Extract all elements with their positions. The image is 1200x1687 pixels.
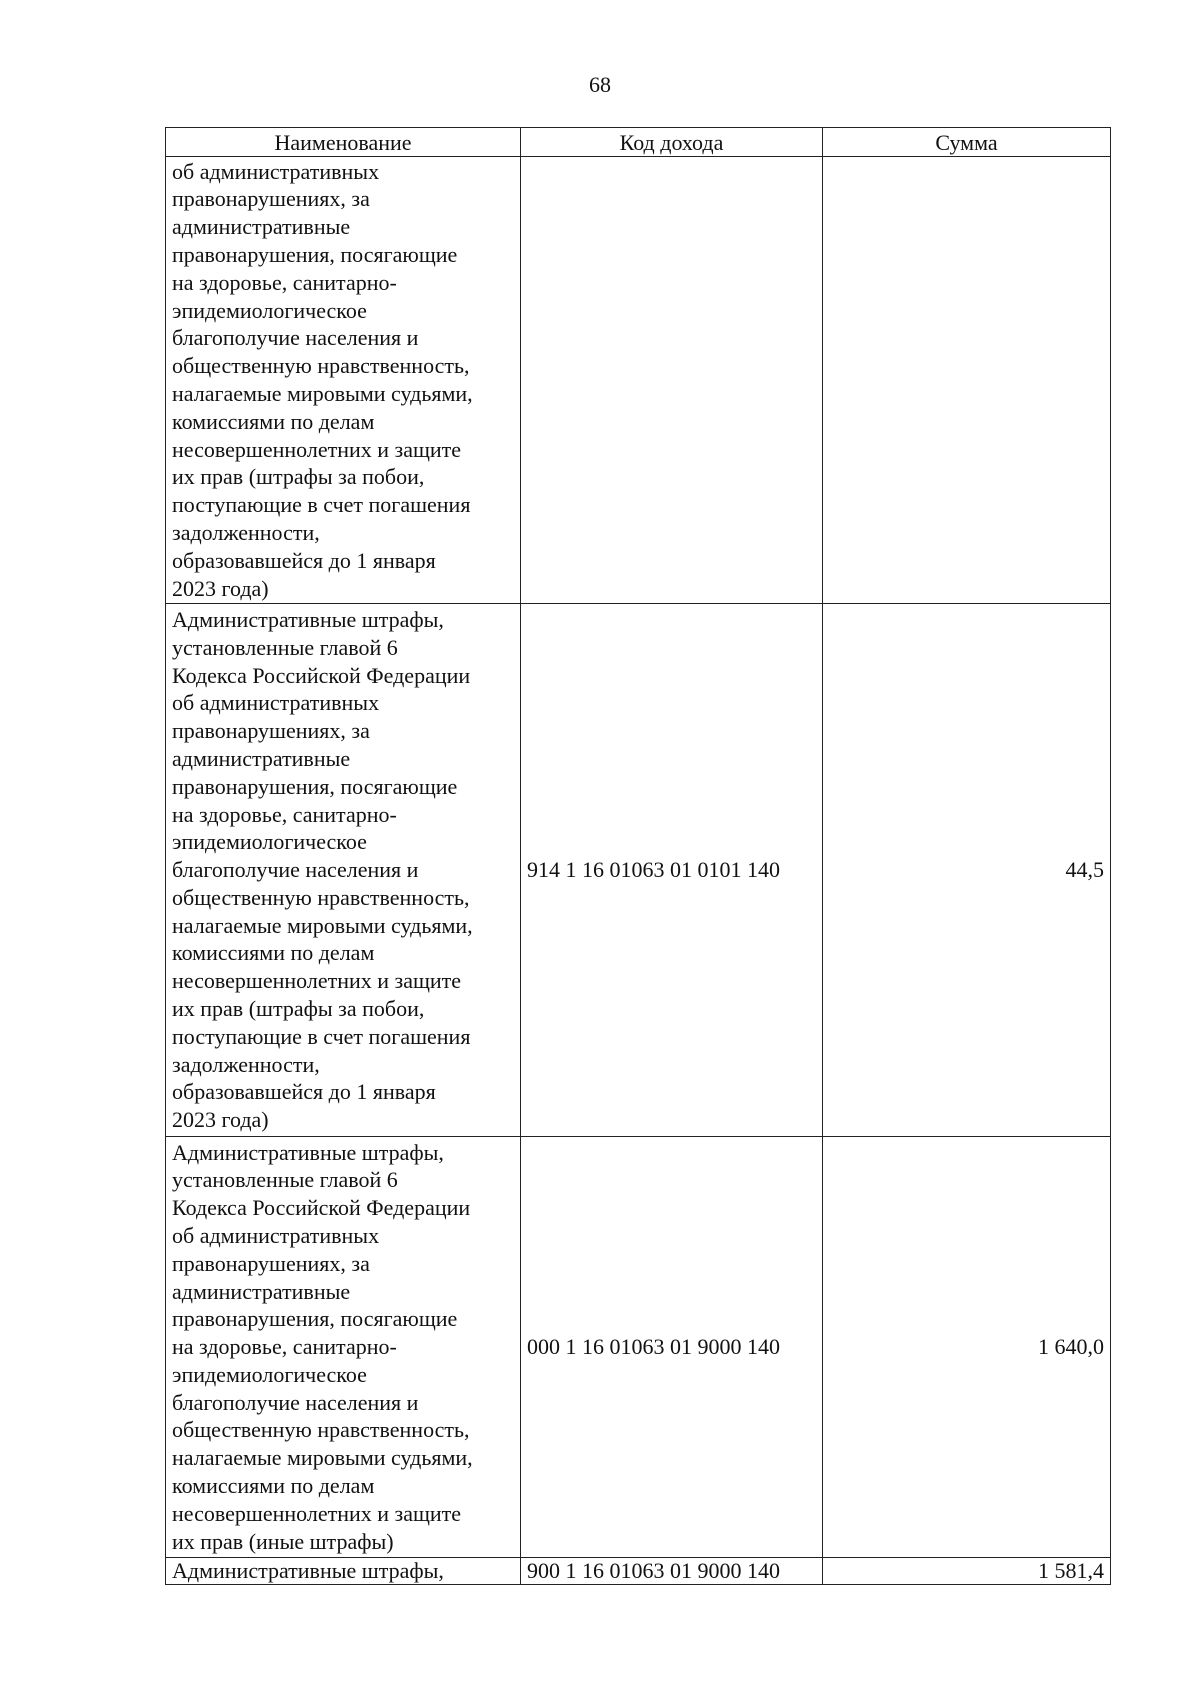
row-name-line: благополучие населения и (172, 1389, 419, 1415)
row-code: 914 1 16 01063 01 0101 140 (521, 604, 823, 1137)
table-row (166, 604, 1111, 1137)
row-name-line: образовавшейся до 1 января (172, 547, 436, 573)
row-name-line: административные (172, 745, 351, 771)
row-name-line: благополучие населения и (172, 325, 419, 351)
header-sum: Сумма (823, 128, 1111, 157)
row-name-line: благополучие населения и (172, 857, 419, 883)
row-sum: 44,5 (823, 604, 1111, 1137)
row-name-line: комиссиями по делам (172, 408, 375, 434)
row-name-line: правонарушениях, за (172, 718, 370, 744)
row-name-line: Административные штрафы, (172, 1139, 444, 1165)
row-name-line: Кодекса Российской Федерации (172, 1195, 471, 1221)
row-name-line: общественную нравственность, (172, 353, 470, 379)
row-name-line: их прав (штрафы за побои, (172, 996, 425, 1022)
row-name-line: на здоровье, санитарно- (172, 1334, 397, 1360)
row-name-line: несовершеннолетних и защите (172, 968, 462, 994)
row-name-line: налагаемые мировыми судьями, (172, 1445, 473, 1471)
row-name-line: поступающие в счет погашения (172, 1023, 471, 1049)
table-row (166, 157, 1111, 604)
row-sum (823, 157, 1111, 604)
row-name-line: правонарушениях, за (172, 1250, 370, 1276)
row-name-line: 2023 года) (172, 575, 269, 601)
row-name-line: образовавшейся до 1 января (172, 1079, 436, 1105)
table-header-row (166, 128, 1111, 157)
row-name (166, 604, 521, 1137)
row-name-line: налагаемые мировыми судьями, (172, 381, 473, 406)
row-name-line: правонарушения, посягающие (172, 242, 458, 268)
row-name-line: об административных (172, 1222, 380, 1248)
row-name-line: на здоровье, санитарно- (172, 269, 397, 295)
row-name-line: об административных (172, 690, 380, 716)
row-name (166, 1137, 521, 1558)
row-name-line: Административные штрафы, (172, 1558, 444, 1583)
row-name-line: их прав (штрафы за побои, (172, 464, 425, 490)
table-row (166, 1558, 1111, 1585)
row-name-line: эпидемиологическое (172, 829, 367, 855)
row-name-line: правонарушения, посягающие (172, 1306, 458, 1332)
row-code: 000 1 16 01063 01 9000 140 (521, 1137, 823, 1558)
header-code: Код дохода (521, 128, 823, 157)
row-name-line: Кодекса Российской Федерации (172, 662, 471, 688)
row-name-line: установленные главой 6 (172, 1167, 398, 1193)
row-name-line: задолженности, (172, 1051, 320, 1077)
row-name-line: поступающие в счет погашения (172, 492, 471, 518)
row-name-line: на здоровье, санитарно- (172, 801, 397, 827)
row-name-line: Административные штрафы, (172, 606, 444, 632)
row-sum: 1 640,0 (823, 1137, 1111, 1558)
row-name-line: установленные главой 6 (172, 634, 398, 660)
row-name-line: задолженности, (172, 519, 320, 545)
row-name-line: комиссиями по делам (172, 1473, 375, 1499)
row-name-line: правонарушениях, за (172, 186, 370, 212)
row-name-line: 2023 года) (172, 1107, 269, 1133)
row-name-line: об административных (172, 158, 380, 184)
page-number: 68 (589, 72, 611, 97)
header-name: Наименование (166, 128, 521, 157)
row-name-line: несовершеннолетних и защите (172, 1500, 462, 1526)
row-name-line: общественную нравственность, (172, 884, 470, 910)
row-name-line: эпидемиологическое (172, 297, 367, 323)
row-name-line: эпидемиологическое (172, 1361, 367, 1387)
row-name-line: административные (172, 214, 351, 240)
row-name (166, 157, 521, 604)
row-name-line: административные (172, 1278, 351, 1304)
row-sum: 1 581,4 (823, 1558, 1111, 1585)
row-code (521, 157, 823, 604)
row-code: 900 1 16 01063 01 9000 140 (521, 1558, 823, 1585)
row-name-line: общественную нравственность, (172, 1417, 470, 1443)
row-name-line: комиссиями по делам (172, 940, 375, 966)
row-name (166, 1558, 521, 1585)
row-name-line: налагаемые мировыми судьями, (172, 912, 473, 938)
row-name-line: несовершеннолетних и защите (172, 436, 462, 462)
revenue-table (165, 127, 1111, 1585)
row-name-line: их прав (иные штрафы) (172, 1528, 394, 1554)
table-row (166, 1137, 1111, 1558)
row-name-line: правонарушения, посягающие (172, 773, 458, 799)
